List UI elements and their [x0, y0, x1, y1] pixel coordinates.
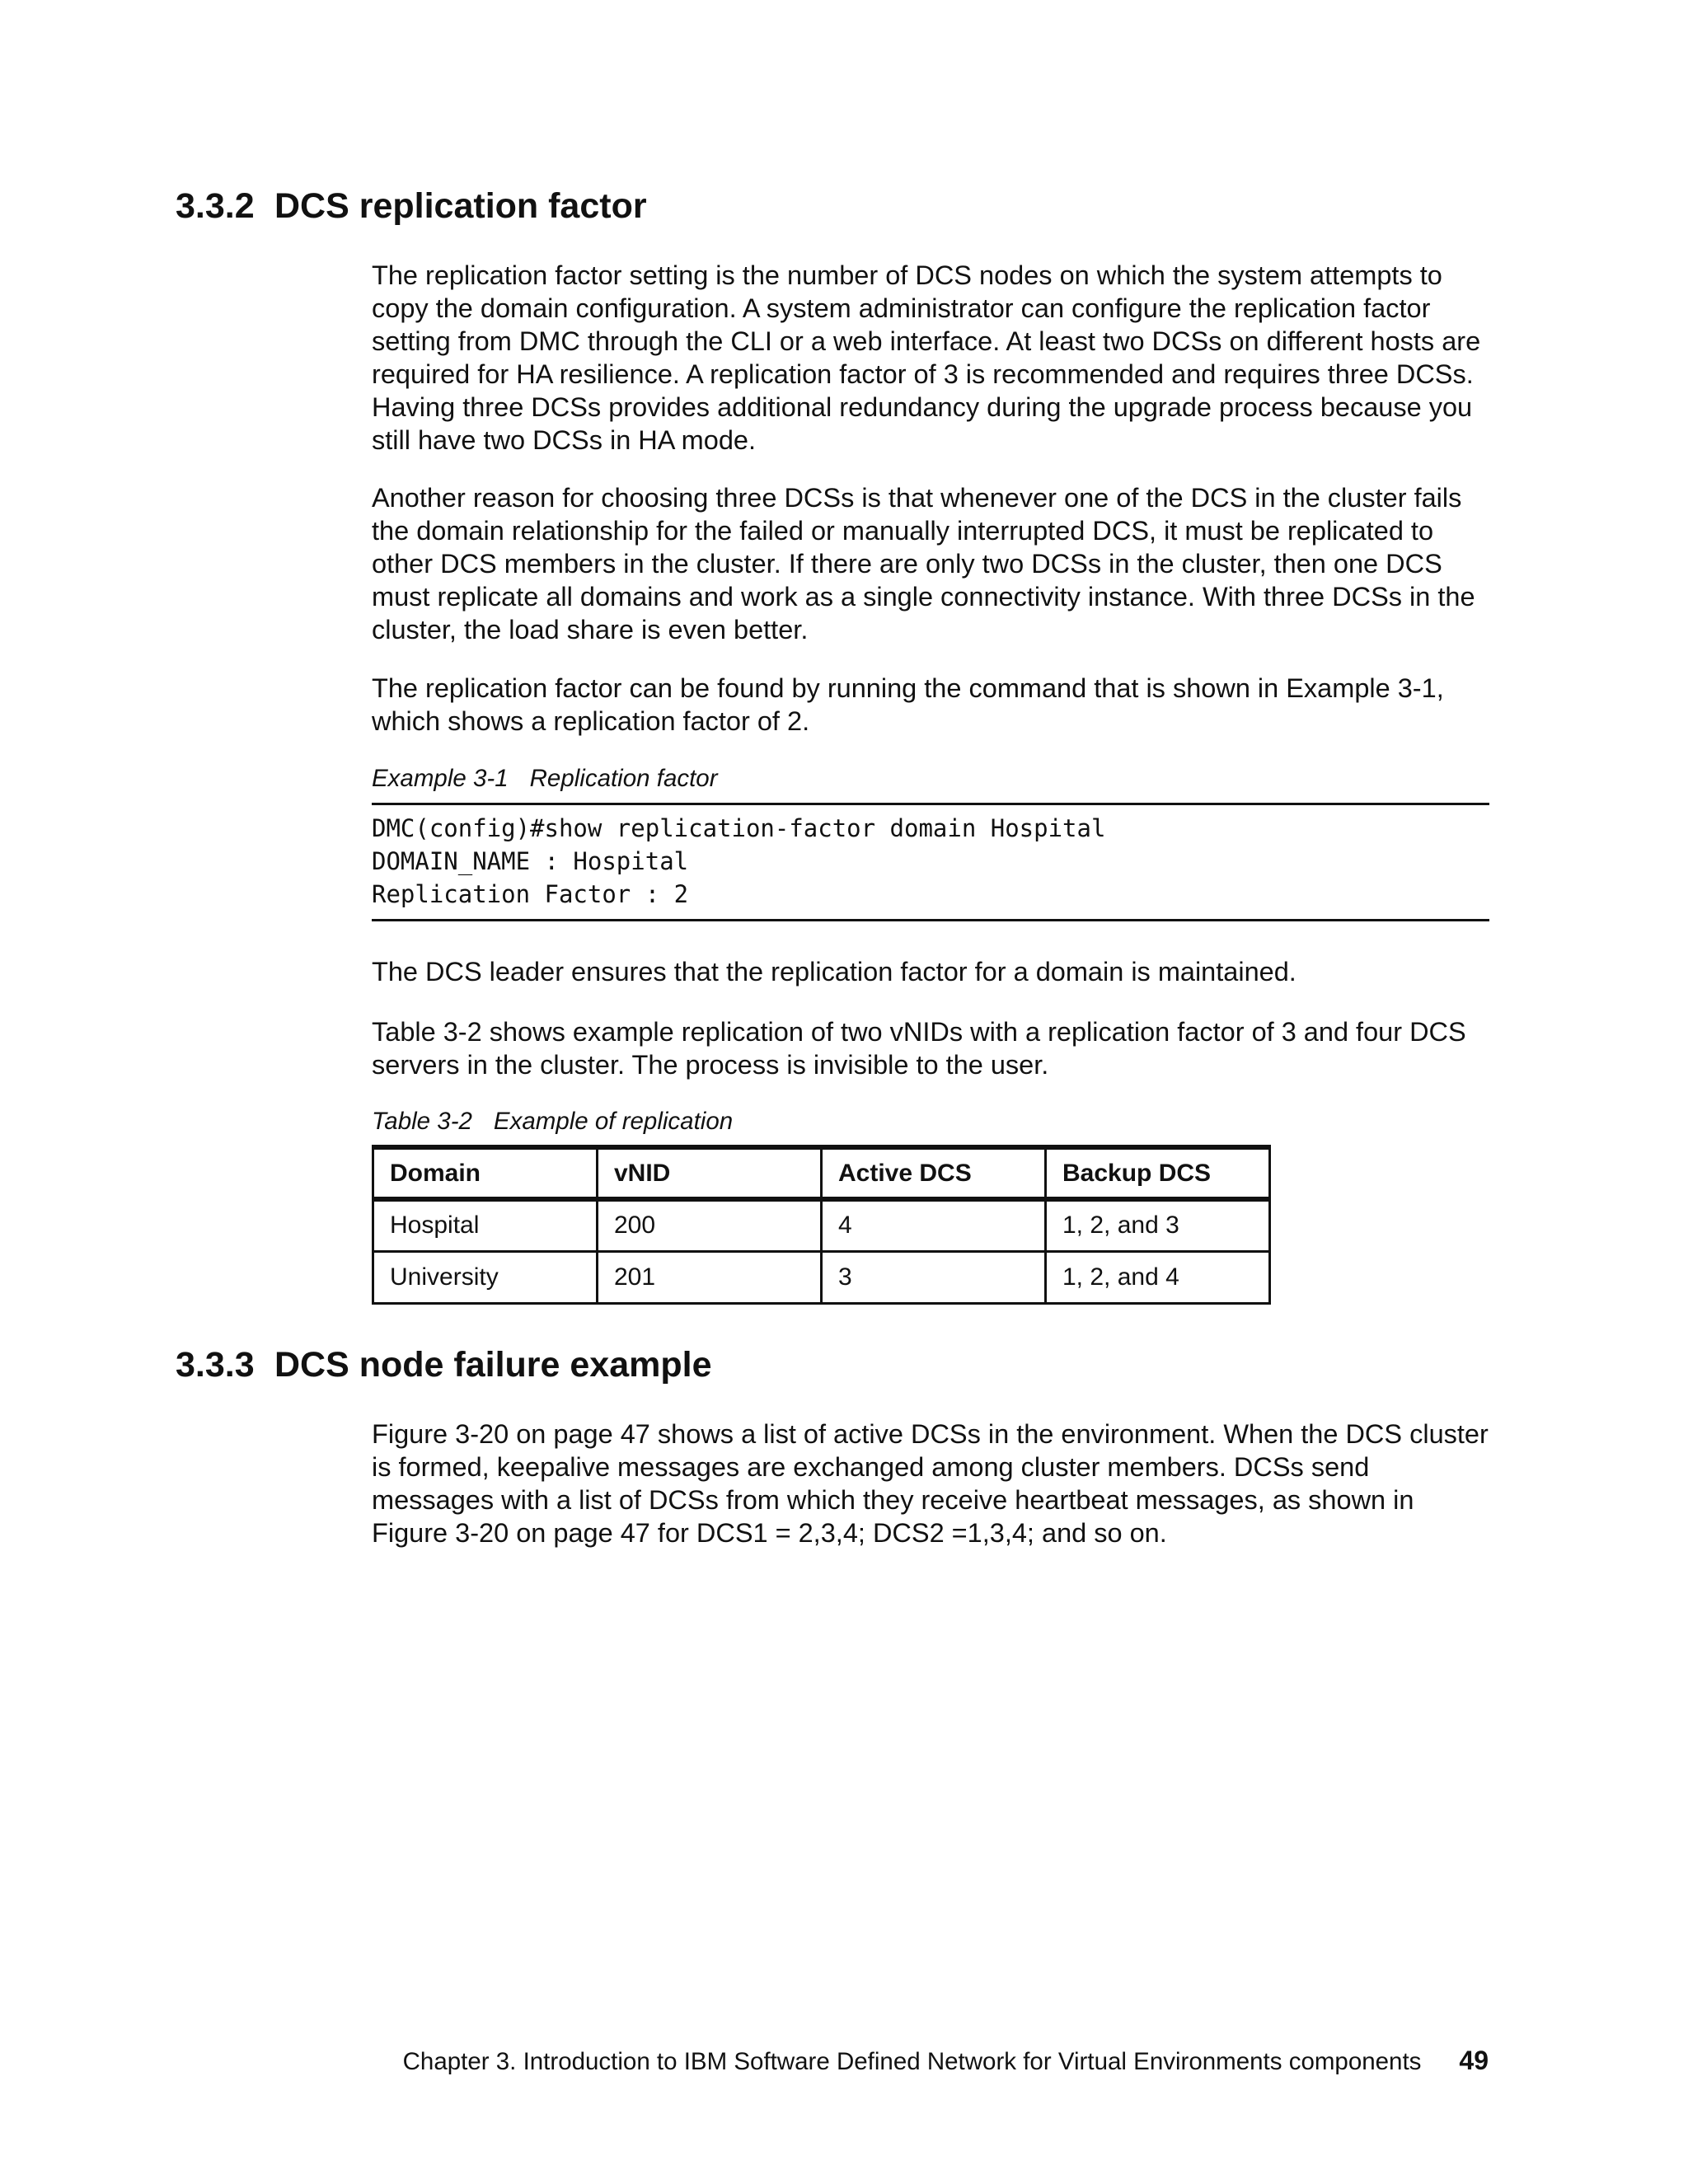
section-title: DCS replication factor — [274, 186, 647, 226]
replication-table — [372, 1145, 1271, 1305]
page-number: 49 — [1459, 2046, 1489, 2075]
paragraph-dcs-leader: The DCS leader ensures that the replication factor for a domain is maintained. — [372, 957, 1296, 987]
example-title: Replication factor — [529, 765, 718, 792]
table-row — [373, 1251, 1270, 1303]
table-header-row — [373, 1147, 1270, 1199]
section-heading-3-3-3 — [176, 1343, 712, 1386]
example-caption — [372, 764, 718, 794]
table-cell: Hospital — [373, 1199, 598, 1251]
code-line: DMC(config)#show replication-factor domain Hospital — [372, 814, 1106, 842]
table-row — [373, 1199, 1270, 1251]
example-label: Example 3-1 — [372, 765, 509, 792]
column-header-backup-dcs: Backup DCS — [1046, 1147, 1270, 1199]
table-cell: 4 — [822, 1199, 1046, 1251]
code-line: Replication Factor : 2 — [372, 880, 689, 908]
column-header-active-dcs: Active DCS — [822, 1147, 1046, 1199]
page-footer — [403, 2046, 1489, 2077]
code-line: DOMAIN_NAME : Hospital — [372, 847, 689, 875]
section-number: 3.3.2 — [176, 186, 255, 226]
section-number: 3.3.3 — [176, 1345, 255, 1385]
table-label: Table 3-2 — [372, 1108, 472, 1135]
table-cell: University — [373, 1251, 598, 1303]
code-example — [372, 803, 1489, 921]
footer-chapter-title: Chapter 3. Introduction to IBM Software Defined Network for Virtual Environments components — [402, 2048, 1422, 2075]
section-heading-3-3-2 — [176, 185, 647, 227]
paragraph-replication-setting: The replication factor setting is the number of DCS nodes on which the system attempts to copy the domain configuration. A system administrator can configure the replication factor setting from DMC through the CLI or a web interface. At least two DCSs on different hosts are required for HA resilience. A replication factor of 3 is recommended and requires three DCSs. Having three DCSs provides additional redundancy during the upgrade process because you still have two DCSs in HA mode. — [372, 260, 1481, 455]
table-cell: 1, 2, and 3 — [1046, 1199, 1270, 1251]
table-title: Example of replication — [493, 1108, 734, 1135]
paragraph-find-replication-factor: The replication factor can be found by running the command that is shown in Example 3-1, which shows a replication factor of 2. — [372, 673, 1444, 736]
column-header-domain: Domain — [373, 1147, 598, 1199]
table-cell: 1, 2, and 4 — [1046, 1251, 1270, 1303]
table-cell: 3 — [822, 1251, 1046, 1303]
table-cell: 200 — [598, 1199, 822, 1251]
paragraph-table-intro: Table 3-2 shows example replication of two vNIDs with a replication factor of 3 and four DCS servers in the cluster. The process is invisible to the user. — [372, 1017, 1466, 1080]
table-caption — [372, 1107, 733, 1137]
column-header-vnid: vNID — [598, 1147, 822, 1199]
section-title: DCS node failure example — [274, 1345, 712, 1385]
paragraph-node-failure: Figure 3-20 on page 47 shows a list of active DCSs in the environment. When the DCS cluster is formed, keepalive messages are exchanged among cluster members. DCSs send messages with a list of DCSs from which they receive heartbeat messages, as shown in Figure 3-20 on page 47 for DCS1 = 2,3,4; DCS2 =1,3,4; and so on. — [372, 1419, 1489, 1548]
table-cell: 201 — [598, 1251, 822, 1303]
paragraph-three-dcs-reason: Another reason for choosing three DCSs is that whenever one of the DCS in the cluster fails the domain relationship for the failed or manually interrupted DCS, it must be replicated to other DCS members in the cluster. If there are only two DCSs in the cluster, then one DCS must replicate all domains and work as a single connectivity instance. With three DCSs in the cluster, the load share is even better. — [372, 483, 1475, 644]
